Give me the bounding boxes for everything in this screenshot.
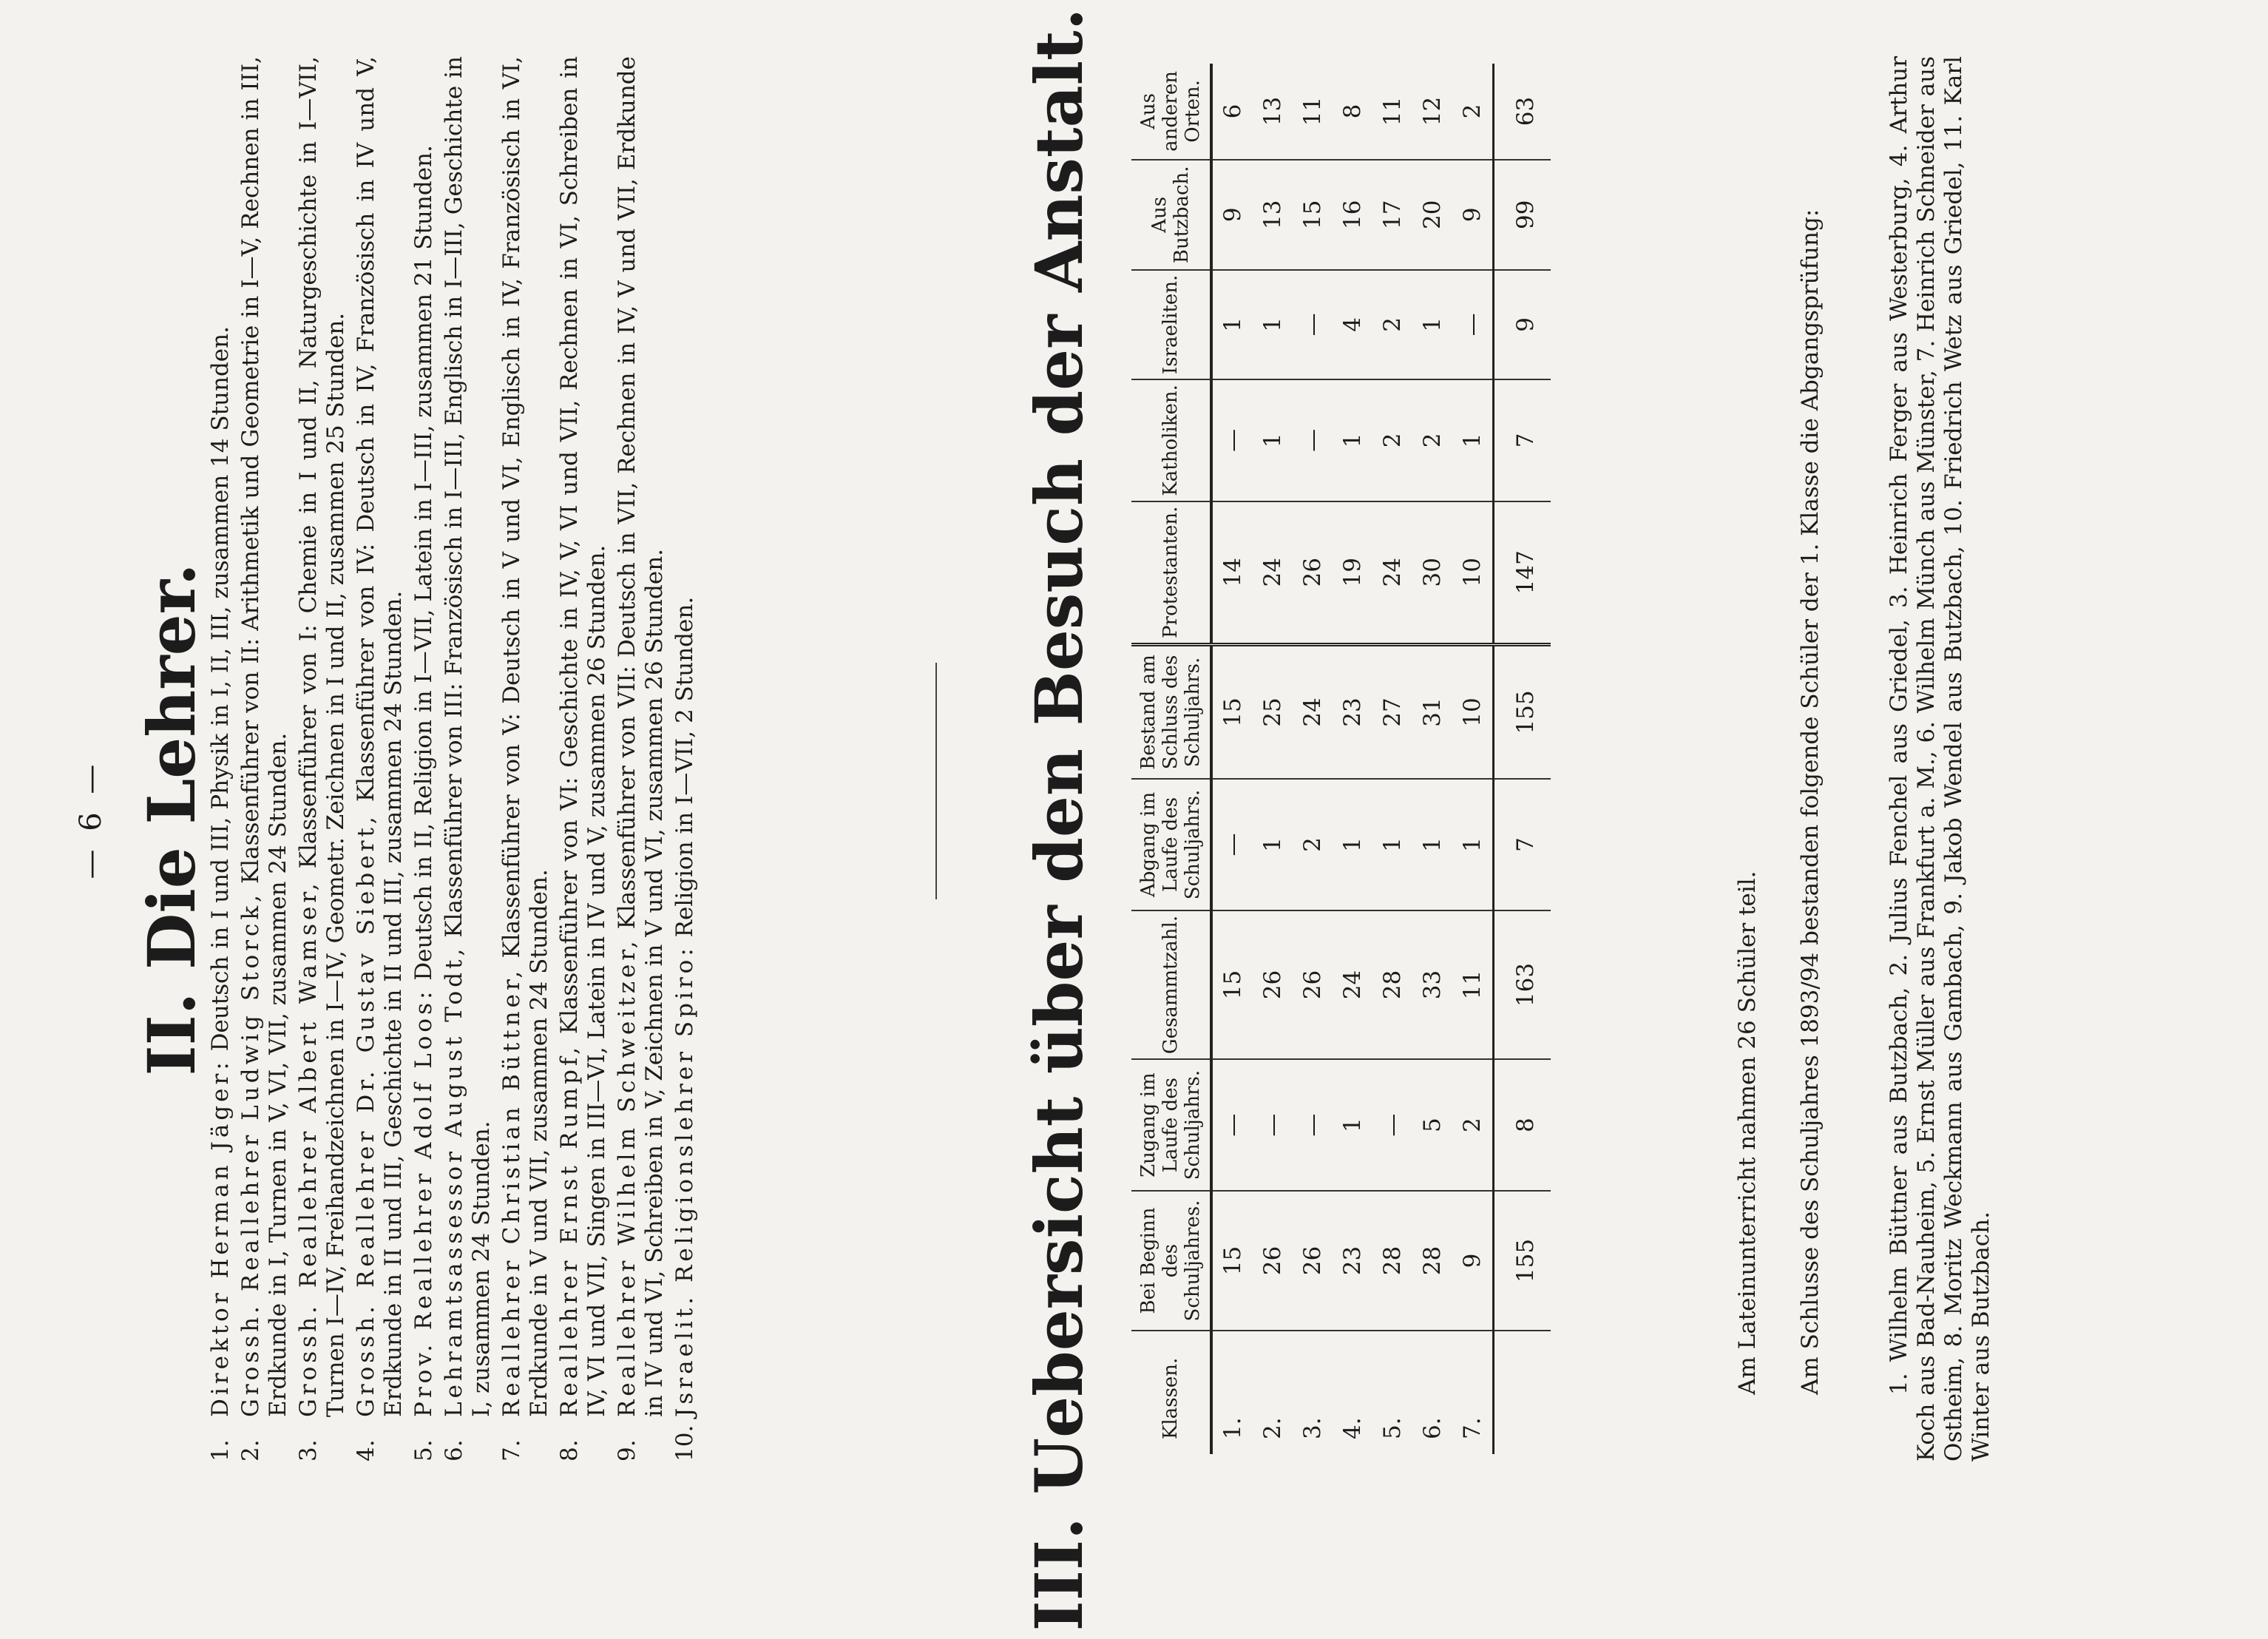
section-heading-teachers: II. Die Lehrer. (133, 563, 210, 1076)
table-cell: 26 (1253, 910, 1293, 1059)
teacher-name: Prov. Reallehrer Adolf Loos: (410, 987, 437, 1417)
table-cell: — (1253, 1059, 1293, 1191)
table-cell: 15 (1211, 910, 1253, 1059)
table-cell: 1 (1412, 779, 1452, 910)
table-header-row (1131, 64, 1211, 1454)
teacher-name: Jsraelit. Religionslehrer Spiro: (671, 944, 698, 1417)
teacher-duties: Deutsch in I und III, Physik in I, II, III, zusammen 14 Stunden. (207, 326, 234, 1052)
table-cell: 26 (1253, 1191, 1293, 1331)
column-header: Gesammtzahl. (1131, 910, 1211, 1059)
table-cell: 13 (1259, 96, 1286, 126)
table-cell: 11 (1452, 910, 1494, 1059)
column-header: Aus anderen Orten. (1131, 64, 1211, 160)
table-cell: 10 (1452, 644, 1494, 779)
table-cell: 4. (1333, 1331, 1372, 1454)
table-cell: — (1211, 379, 1253, 501)
table-cell: 15 (1211, 644, 1253, 779)
teacher-duties: Klassenführer von VI: Geschichte in IV, V, VI und VII, Rechnen in VI, Schreiben in IV, VI und VII, Singen in III—VI, Latein in IV und V, zusammen 26 Stunden. (556, 56, 610, 1417)
table-cell: 24 (1372, 501, 1412, 645)
teacher-name: Direktor Herman Jäger: (207, 1058, 234, 1417)
table-cell: 5 (1412, 1059, 1452, 1191)
exam-intro: Am Schlusse des Schuljahres 1893/94 bestanden folgende Schüler der 1. Klasse die Abgangsprüfung: (1797, 209, 1824, 1395)
table-cell: — (1293, 1059, 1333, 1191)
teacher-name: Reallehrer Wilhelm Schweitzer, (614, 937, 640, 1417)
table-cell: 26 (1293, 910, 1333, 1059)
table-cell: 33 (1412, 910, 1452, 1059)
table-cell: 2 (1459, 104, 1486, 119)
table-cell: 14 (1211, 501, 1253, 645)
graduate-list: 1. Wilhelm Büttner aus Butzbach, 2. Julius Fenchel aus Griedel, 3. Heinrich Ferger aus Westerburg, 4. Arthur Koch aus Bad-Nauheim, 5. Ernst Müller aus Frankfurt a. M., 6. Wilhelm Münch aus Münster, 7. Heinrich Schneider aus Ostheim, 8. Moritz Weckmann aus Gambach, 9. Jakob Wendel aus Butzbach, 10. Friedrich Wetz aus Griedel, 11. Karl Winter aus Butzbach. (1886, 56, 1994, 1461)
table-cell: 9 (1211, 160, 1253, 270)
teacher-entry (441, 56, 495, 1461)
table-cell: 1. (1211, 1331, 1253, 1454)
teacher-name: Lehramtsassessor August Todt, (441, 944, 467, 1417)
table-cell: 16 (1333, 160, 1372, 270)
table-cell: 1 (1452, 779, 1494, 910)
table-cell: 8 (1339, 104, 1366, 119)
table-cell: 28 (1412, 1191, 1452, 1331)
column-header: Bestand am Schluss des Schuljahrs. (1131, 644, 1211, 779)
table-cell (1494, 1331, 1551, 1454)
table-cell: 163 (1494, 910, 1551, 1059)
table-cell: — (1293, 270, 1333, 379)
table-cell: 4 (1333, 270, 1372, 379)
teacher-name: Grossh. Reallehrer Ludwig Storck, (237, 891, 264, 1417)
table-cell: 6. (1412, 1331, 1452, 1454)
table-row (1333, 64, 1372, 1454)
table-cell: 31 (1412, 644, 1452, 779)
table-cell: 1 (1372, 779, 1412, 910)
teacher-duties: Klassenführer von I: Chemie in I und II, Naturgeschichte in I—VII, Turnen I—IV, Freihandzeichnen in I—IV, Geometr. Zeichnen in I und II, zusammen 25 Stunden. (295, 56, 349, 1417)
table-cell: 11 (1379, 96, 1406, 126)
teacher-number: 7. (498, 1439, 525, 1461)
column-header: Klassen. (1131, 1331, 1211, 1454)
teacher-number: 5. (410, 1439, 437, 1461)
column-header: Abgang im Laufe des Schuljahrs. (1131, 779, 1211, 910)
table-cell: 5. (1372, 1331, 1412, 1454)
table-cell: 24 (1333, 910, 1372, 1059)
column-header: Aus Butzbach. (1131, 160, 1211, 270)
table-cell: 1 (1333, 779, 1372, 910)
table-row (1293, 64, 1333, 1454)
page-number: — 6 — (74, 760, 108, 879)
teacher-duties: Klassenführer von V: Deutsch in V und VI, Englisch in IV, Französisch in VI, Erdkunde in V und VII, zusammen 24 Stunden. (498, 55, 552, 1417)
table-cell: 26 (1293, 501, 1333, 645)
table-row (1253, 64, 1293, 1454)
table-cell: 147 (1494, 501, 1551, 645)
teacher-name: Grossh. Reallehrer Albert Wamser, (295, 879, 322, 1417)
teacher-name: Reallehrer Christian Büttner, (498, 967, 525, 1417)
table-cell: 1 (1253, 379, 1293, 501)
table-cell: 12 (1419, 96, 1446, 126)
teacher-entry (671, 56, 699, 1461)
teacher-name: Grossh. Reallehrer Dr. Gustav Siebert, (353, 813, 379, 1417)
table-cell: — (1293, 379, 1333, 501)
teacher-entry (614, 56, 668, 1461)
column-header: Katholiken. (1131, 379, 1211, 501)
teacher-number: 10. (671, 1425, 698, 1461)
column-header: Protestanten. (1131, 501, 1211, 645)
table-cell: 1 (1253, 779, 1293, 910)
table-cell: 7 (1494, 379, 1551, 501)
table-cell: 26 (1293, 1191, 1333, 1331)
teacher-duties: Religion in I—VII, 2 Stunden. (671, 596, 698, 938)
table-cell: 1 (1253, 270, 1293, 379)
teacher-entry (237, 56, 292, 1461)
table-cell: 9 (1452, 160, 1494, 270)
teacher-duties: Deutsch in II, Religion in I—VII, Latein in I—III, zusammen 21 Stunden. (410, 145, 437, 981)
table-cell: 2 (1412, 379, 1452, 501)
table-row (1211, 64, 1253, 1454)
table-cell: 28 (1372, 910, 1412, 1059)
teacher-number: 3. (295, 1439, 322, 1461)
table-cell: 1 (1452, 379, 1494, 501)
table-cell: 11 (1299, 96, 1326, 126)
table-cell: 27 (1372, 644, 1412, 779)
table-total-row (1494, 64, 1551, 1454)
table-cell: 1 (1412, 270, 1452, 379)
teacher-number: 2. (237, 1439, 264, 1461)
column-header: Bei Beginn des Schuljahres. (1131, 1191, 1211, 1331)
teacher-entry (556, 56, 611, 1461)
table-cell: 2 (1372, 270, 1412, 379)
table-cell: 155 (1494, 1191, 1551, 1331)
latin-note: Am Lateinunterricht nahmen 26 Schüler teil. (1734, 871, 1761, 1395)
table-cell: 7 (1494, 779, 1551, 910)
table-cell: 24 (1293, 644, 1333, 779)
table-cell: 25 (1253, 644, 1293, 779)
teacher-number: 1. (207, 1439, 234, 1461)
attendance-table (1131, 64, 1551, 1454)
teacher-duties: Klassenführer von VII: Deutsch in VII, Rechnen in IV, V und VII, Erdkunde in IV und VI, Schreiben in V, Zeichnen in V und VI, zusammen 26 Stunden. (614, 56, 668, 1417)
table-cell: 9 (1494, 270, 1551, 379)
table-cell: 2 (1372, 379, 1412, 501)
table-cell: 13 (1253, 160, 1293, 270)
table-cell: — (1452, 270, 1494, 379)
table-cell: 2 (1452, 1059, 1494, 1191)
table-cell: 8 (1494, 1059, 1551, 1191)
table-cell: 1 (1211, 270, 1253, 379)
section-divider (935, 663, 937, 899)
table-cell: 6 (1219, 104, 1246, 119)
table-cell: 10 (1452, 501, 1494, 645)
teacher-number: 4. (353, 1439, 379, 1461)
column-header: Israeliten. (1131, 270, 1211, 379)
table-cell: 28 (1372, 1191, 1412, 1331)
teacher-list (207, 56, 702, 1461)
table-cell: 155 (1494, 644, 1551, 779)
table-row (1412, 64, 1452, 1454)
table-cell: — (1372, 1059, 1412, 1191)
teacher-number: 6. (441, 1439, 467, 1461)
table-cell: 15 (1211, 1191, 1253, 1331)
table-cell: 23 (1333, 644, 1372, 779)
table-cell: 24 (1253, 501, 1293, 645)
teacher-duties: Klassenführer von IV: Deutsch in IV, Französisch in IV und V, Erdkunde in II und III, Geschichte in II und III, zusammen 24 Stunden. (353, 56, 407, 1417)
table-cell: — (1211, 1059, 1253, 1191)
teacher-duties: Klassenführer von III: Französisch in I—III, Englisch in I—III, Geschichte in I, zusammen 24 Stunden. (441, 56, 495, 1417)
table-cell: 20 (1412, 160, 1452, 270)
table-cell: 23 (1333, 1191, 1372, 1331)
table-cell: 1 (1333, 379, 1372, 501)
table-cell: 63 (1494, 64, 1551, 160)
teacher-name: Reallehrer Ernst Rumpf, (556, 1043, 583, 1417)
teacher-number: 9. (614, 1439, 640, 1461)
table-cell: 17 (1372, 160, 1412, 270)
teacher-entry (295, 56, 350, 1461)
teacher-duties: Klassenführer von II: Arithmetik und Geometrie in I—V, Rechnen in III, Erdkunde in I, Turnen in V, VI, VII, zusammen 24 Stunden. (237, 55, 291, 1417)
table-cell: 19 (1333, 501, 1372, 645)
table-cell: 3. (1293, 1331, 1333, 1454)
table-cell: 9 (1452, 1191, 1494, 1331)
teacher-entry (207, 56, 234, 1461)
table-cell: 15 (1293, 160, 1333, 270)
teacher-entry (353, 56, 407, 1461)
teacher-number: 8. (556, 1439, 583, 1461)
table-row (1452, 64, 1494, 1454)
table-cell: 1 (1333, 1059, 1372, 1191)
teacher-entry (498, 56, 553, 1461)
table-cell: 2. (1253, 1331, 1293, 1454)
table-cell: 30 (1412, 501, 1452, 645)
table-cell: 7. (1452, 1331, 1494, 1454)
table-cell: 2 (1293, 779, 1333, 910)
column-header: Zugang im Laufe des Schuljahrs. (1131, 1059, 1211, 1191)
table-row (1372, 64, 1412, 1454)
section-heading-attendance: III. Uebersicht über den Besuch der Anstalt. (1020, 7, 1097, 1632)
teacher-entry (410, 56, 438, 1461)
table-cell: 99 (1494, 160, 1551, 270)
table-cell: — (1211, 779, 1253, 910)
